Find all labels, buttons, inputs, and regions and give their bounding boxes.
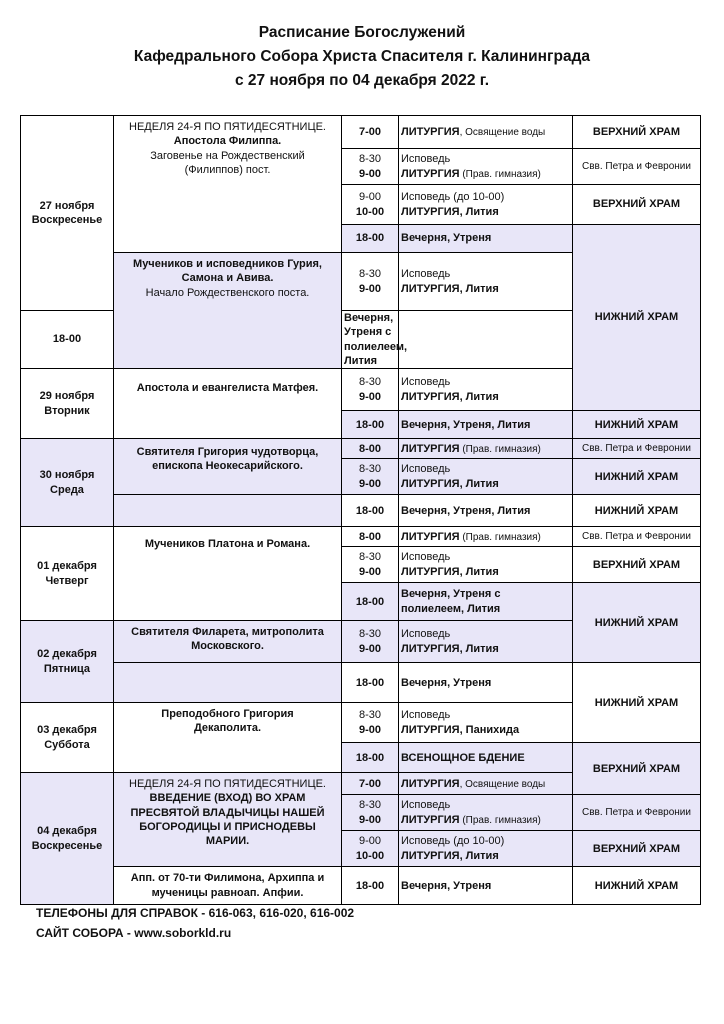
feast-line: Мучеников Платона и Романа. — [144, 538, 311, 551]
feast-line: НЕДЕЛЯ 24-Я ПО ПЯТИДЕСЯТНИЦЕ. — [129, 121, 326, 133]
day-date: 01 декабря — [37, 560, 97, 573]
place-cell: Свв. Петра и Февронии — [573, 439, 701, 459]
time-confession: 8-30 — [358, 551, 382, 564]
time-confession: 8-30 — [358, 376, 382, 389]
feast-line: Московского. — [191, 640, 264, 653]
day-weekday: Воскресенье — [31, 214, 103, 226]
service-line: полиелеем, Лития — [401, 602, 501, 615]
service-cell — [399, 583, 573, 621]
time-cell: 8-00 — [342, 527, 399, 547]
day-cell — [21, 703, 114, 773]
table-row — [21, 867, 701, 905]
feast-line: Преподобного Григория — [161, 708, 294, 721]
service-name: ЛИТУРГИЯ, Лития — [401, 642, 499, 655]
place-cell: НИЖНИЙ ХРАМ — [573, 411, 701, 439]
service-name: ЛИТУРГИЯ, Лития — [401, 390, 499, 403]
time-service: 9-00 — [358, 813, 382, 826]
time-service: 9-00 — [358, 167, 382, 180]
service-line: Вечерня, Утреня с — [344, 312, 394, 339]
feast-line: ПРЕСВЯТОЙ ВЛАДЫЧИЦЫ НАШЕЙ — [130, 806, 325, 819]
time-cell — [342, 547, 399, 583]
feast-cell-empty — [114, 495, 342, 527]
time-confession: 8-30 — [358, 463, 382, 476]
schedule-table — [20, 115, 701, 905]
time-service: 10-00 — [355, 205, 385, 218]
table-row — [21, 495, 701, 527]
service-confession: Исповедь — [401, 628, 451, 641]
time-cell — [342, 185, 399, 225]
day-cell — [21, 621, 114, 703]
service-name: ЛИТУРГИЯ — [401, 777, 460, 790]
table-row — [21, 527, 701, 547]
feast-cell — [114, 867, 342, 905]
day-weekday: Пятница — [43, 662, 91, 675]
feast-cell — [114, 621, 342, 663]
time-service: 9-00 — [358, 642, 382, 655]
place-cell: Свв. Петра и Февронии — [573, 527, 701, 547]
table-row — [21, 116, 701, 149]
service-name: ЛИТУРГИЯ, Лития — [401, 849, 499, 862]
service-name: ЛИТУРГИЯ, Панихида — [401, 723, 520, 736]
service-cell — [399, 795, 573, 831]
service-cell — [399, 369, 573, 411]
feast-line: Апостола и евангелиста Матфея. — [136, 382, 319, 395]
time-cell: 18-00 — [342, 225, 399, 253]
service-confession: Исповедь — [401, 268, 451, 281]
time-cell: 18-00 — [342, 867, 399, 905]
day-weekday: Воскресенье — [31, 839, 103, 852]
day-date: 02 декабря — [37, 648, 97, 661]
time-cell: 7-00 — [342, 116, 399, 149]
feast-line: ВВЕДЕНИЕ (ВХОД) ВО ХРАМ — [149, 792, 306, 805]
time-confession: 8-30 — [358, 799, 382, 812]
service-confession: Исповедь — [401, 551, 451, 564]
date-range: с 27 ноября по 04 декабря 2022 г. — [234, 72, 490, 89]
place-cell: НИЖНИЙ ХРАМ — [573, 663, 701, 743]
feast-cell — [114, 773, 342, 867]
feast-line: мученицы равноап. Апфии. — [151, 886, 304, 899]
service-cell — [399, 831, 573, 867]
day-date: 30 ноября — [39, 469, 95, 482]
service-name: ЛИТУРГИЯ, Лития — [401, 477, 499, 490]
time-confession: 8-30 — [358, 268, 382, 281]
day-weekday: Среда — [50, 483, 84, 496]
table-row — [21, 663, 701, 703]
schedule-title: Расписание Богослужений — [258, 24, 466, 41]
service-confession: Исповедь (до 10-00) — [401, 191, 505, 204]
service-line: полиелеем, Лития — [344, 340, 408, 367]
time-cell: 18-00 — [342, 411, 399, 439]
time-cell: 18-00 — [21, 311, 114, 369]
day-cell — [21, 439, 114, 527]
feast-line: МАРИИ. — [205, 835, 250, 848]
time-confession: 8-30 — [358, 153, 382, 166]
day-cell — [21, 773, 114, 905]
service-cell: Вечерня, Утреня — [399, 663, 573, 703]
service-cell — [399, 149, 573, 185]
service-cell — [399, 773, 573, 795]
place-cell: НИЖНИЙ ХРАМ — [573, 225, 701, 411]
place-cell: Свв. Петра и Февронии — [573, 149, 701, 185]
time-cell — [342, 149, 399, 185]
footer-site: САЙТ СОБОРА - www.soborkld.ru — [36, 926, 232, 940]
feast-cell — [114, 703, 342, 773]
feast-cell — [114, 116, 342, 253]
service-cell: Вечерня, Утреня — [399, 225, 573, 253]
feast-line: епископа Неокесарийского. — [152, 460, 303, 473]
time-confession: 8-30 — [358, 709, 382, 722]
service-confession: Исповедь — [401, 376, 451, 389]
service-cell: Вечерня, Утреня — [399, 867, 573, 905]
service-cell: Вечерня, Утреня, Лития — [399, 495, 573, 527]
time-cell: 18-00 — [342, 743, 399, 773]
feast-line: Самона и Авива. — [181, 272, 274, 285]
place-cell: НИЖНИЙ ХРАМ — [573, 867, 701, 905]
time-confession: 8-30 — [358, 628, 382, 641]
day-cell — [21, 527, 114, 621]
service-name: ЛИТУРГИЯ, Лития — [401, 565, 499, 578]
service-name: ЛИТУРГИЯ — [401, 125, 460, 138]
service-cell — [399, 621, 573, 663]
feast-cell — [114, 439, 342, 495]
place-cell: Свв. Петра и Февронии — [573, 795, 701, 831]
feast-line: Святителя Григория чудотворца, — [136, 446, 319, 459]
service-cell — [399, 439, 573, 459]
time-confession: 9-00 — [358, 191, 382, 204]
time-service: 10-00 — [355, 849, 385, 862]
feast-line: БОГОРОДИЦЫ И ПРИСНОДЕВЫ — [139, 821, 316, 834]
service-cell — [399, 547, 573, 583]
time-service: 9-00 — [358, 282, 382, 295]
time-cell — [342, 703, 399, 743]
time-cell — [342, 253, 399, 311]
service-confession: Исповедь — [401, 799, 451, 812]
day-date: 03 декабря — [37, 724, 97, 737]
service-name: ЛИТУРГИЯ — [401, 530, 460, 543]
time-cell: 18-00 — [342, 583, 399, 621]
place-cell: НИЖНИЙ ХРАМ — [573, 495, 701, 527]
time-service: 9-00 — [358, 390, 382, 403]
service-confession: Исповедь — [401, 709, 451, 722]
service-cell: ВСЕНОЩНОЕ БДЕНИЕ — [399, 743, 573, 773]
time-cell — [342, 831, 399, 867]
time-cell — [342, 459, 399, 495]
service-cell — [399, 116, 573, 149]
feast-line: Апп. от 70-ти Филимона, Архиппа и — [130, 872, 325, 885]
time-cell — [342, 795, 399, 831]
service-cell — [399, 253, 573, 311]
service-name: ЛИТУРГИЯ — [401, 167, 460, 180]
day-weekday: Вторник — [44, 404, 90, 417]
service-note: (Прав. гимназия) — [459, 443, 541, 455]
feast-cell — [114, 369, 342, 439]
feast-line: Начало Рождественского поста. — [145, 286, 310, 299]
service-name: ЛИТУРГИЯ, Лития — [401, 205, 499, 218]
feast-line: Мучеников и исповедников Гурия, — [133, 258, 322, 270]
place-cell: ВЕРХНИЙ ХРАМ — [573, 831, 701, 867]
service-confession: Исповедь — [401, 153, 451, 166]
day-date: 27 ноября — [39, 199, 95, 212]
service-note: (Прав. гимназия) — [459, 814, 541, 826]
day-date: 04 декабря — [37, 825, 97, 838]
feast-line: Апостола Филиппа. — [173, 135, 282, 148]
place-cell: ВЕРХНИЙ ХРАМ — [573, 547, 701, 583]
service-confession: Исповедь (до 10-00) — [401, 835, 505, 848]
service-line: Вечерня, Утреня с — [401, 588, 501, 601]
feast-line: Святителя Филарета, митрополита — [131, 626, 324, 639]
time-service: 9-00 — [358, 477, 382, 490]
day-date: 29 ноября — [39, 390, 95, 403]
place-cell: НИЖНИЙ ХРАМ — [573, 583, 701, 663]
service-cell — [399, 185, 573, 225]
service-cell — [342, 311, 408, 369]
time-cell: 7-00 — [342, 773, 399, 795]
service-note: , Освящение воды — [459, 778, 546, 790]
footer-phones: ТЕЛЕФОНЫ ДЛЯ СПРАВОК - 616-063, 616-020, 616-002 — [36, 906, 355, 920]
table-row — [21, 439, 701, 459]
service-note: (Прав. гимназия) — [459, 531, 541, 543]
day-weekday: Суббота — [44, 738, 90, 751]
service-note: (Прав. гимназия) — [459, 168, 541, 180]
service-name: ЛИТУРГИЯ — [401, 442, 460, 455]
service-cell — [399, 459, 573, 495]
time-confession: 9-00 — [358, 835, 382, 848]
feast-line: Заговенье на Рождественский — [150, 149, 305, 162]
day-cell — [21, 369, 114, 439]
feast-cell — [114, 253, 342, 369]
time-cell: 8-00 — [342, 439, 399, 459]
time-cell — [342, 621, 399, 663]
day-weekday: Четверг — [45, 574, 89, 587]
time-cell: 18-00 — [342, 663, 399, 703]
day-cell — [21, 116, 114, 311]
feast-line: Декаполита. — [193, 722, 262, 735]
feast-line: НЕДЕЛЯ 24-Я ПО ПЯТИДЕСЯТНИЦЕ. — [129, 778, 326, 791]
feast-line: (Филиппов) пост. — [184, 163, 271, 176]
place-cell: ВЕРХНИЙ ХРАМ — [573, 116, 701, 149]
feast-cell — [114, 527, 342, 621]
time-service: 9-00 — [358, 565, 382, 578]
service-cell — [399, 703, 573, 743]
service-confession: Исповедь — [401, 463, 451, 476]
time-cell: 18-00 — [342, 495, 399, 527]
feast-cell-empty — [114, 663, 342, 703]
service-cell — [399, 527, 573, 547]
time-service: 9-00 — [358, 723, 382, 736]
service-cell: Вечерня, Утреня, Лития — [399, 411, 573, 439]
place-cell: ВЕРХНИЙ ХРАМ — [573, 743, 701, 795]
time-cell — [342, 369, 399, 411]
cathedral-name: Кафедрального Собора Христа Спасителя г. Калининграда — [133, 48, 591, 65]
place-cell: ВЕРХНИЙ ХРАМ — [573, 185, 701, 225]
service-note: , Освящение воды — [459, 126, 546, 138]
service-name: ЛИТУРГИЯ, Лития — [401, 282, 499, 295]
service-name: ЛИТУРГИЯ — [401, 813, 460, 826]
place-cell: НИЖНИЙ ХРАМ — [573, 459, 701, 495]
